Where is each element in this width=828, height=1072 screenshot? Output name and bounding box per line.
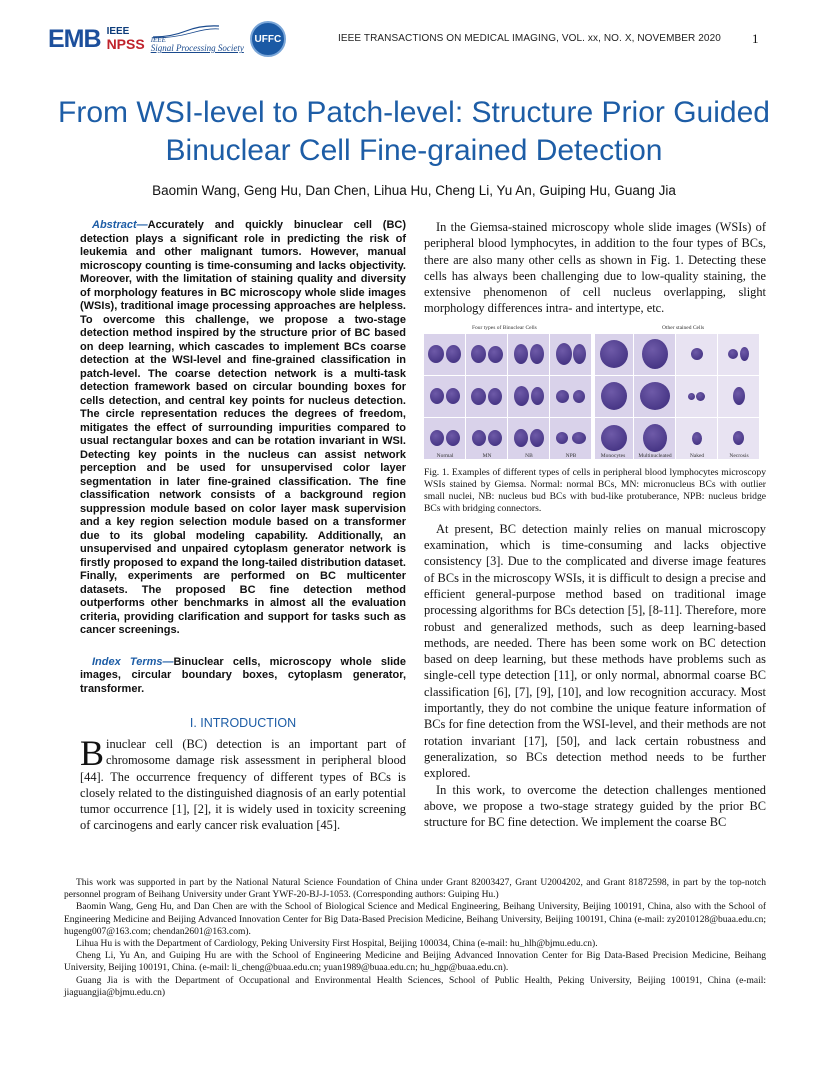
- intro-paragraph-1-text: inuclear cell (BC) detection is an important part of chromosome damage risk assessment in peripheral blood [44]. The occurrence frequency of different types of BCs is closely related to the distinguished diagnosis of an early potential tumor occurrence [1], [2], it is widely used in toxicity screening of carcinogens and early cancer risk evaluation [45].: [80, 737, 406, 833]
- cell-image: [595, 334, 633, 375]
- figure-label-normal: Normal: [436, 452, 454, 459]
- cell-image: [634, 376, 675, 417]
- ieee-logo-text: IEEE: [106, 26, 130, 37]
- sps-logo-name: Signal Processing Society: [150, 43, 244, 53]
- cell-image: [634, 334, 675, 375]
- figure-label-mn: MN: [482, 452, 492, 459]
- npss-logo-text: NPSS: [106, 36, 145, 52]
- cell-image: [466, 376, 507, 417]
- signal-processing-society-logo: [151, 25, 244, 53]
- intro-paragraph-3: At present, BC detection mainly relies on manual microscopy examination, which is time-consuming and lacks objective consistency [3]. Due to the complicated and diverse image features of BCs in the microscopy WSIs, it is difficult to design a precise and efficient general-purpose method based on traditional image processing algorithms for BCs detection [5], [8-11]. Therefore, more robust and generalized methods, such as deep learning-based methods, are needed. There has been some work on BC detection based on deep learning, but these methods have problems such as single-cell type detection [11], or only normal, abnormal coarse BC classification [6], [7], [9], [10], and low recognition accuracy. Most importantly, they do not combine the unique feature information of BCs for fine detection from the WSI-level, and their methods are not rotation invariant [17], [50], and lack certain robustness and generalization, so BCs detection method needs to be further explored.: [424, 521, 766, 781]
- abstract-text: Accurately and quickly binuclear cell (BC) detection plays a significant role in predicting the risk of leukemia and other malignant tumors. However, manual microscopy counting is time-consuming and lacks objectivity. Moreover, with the limitation of staining quality and diversity of morphology features in BC microscopy whole slide images (WSIs), traditional image processing approaches are helpless. To overcome this challenge, we propose a two-stage detection method inspired by the structure prior of BC based on deep learning, which cascades to implement BCs coarse detection at the WSI-level and fine-grained classification in patch-level. The coarse detection network is a multi-task detection framework based on circular bounding boxes for cells detection, and central key points for nucleus detection. The circle representation reduces the degrees of freedom, mitigates the effect of surrounding impurities compared to usual rectangular boxes and can be rotation invariant in WSI. Detecting key points in the nucleus can assist network perception and be used for unsupervised color layer segmentation in later fine-grained classification. The fine classification network consists of a background region suppression module based on color layer mask supervision and a key region selection module based on a transformer due to its global modeling capability. Additionally, an unsupervised and unpaired cytoplasm generator network is firstly proposed to expand the long-tailed distribution dataset. Finally, experiments are performed on BC multicenter datasets. The proposed BC fine detection method outperforms other benchmarks in almost all the evaluation criteria, providing clarification and support for tasks such as cancer screenings.: [80, 219, 406, 636]
- page-number: 1: [752, 31, 759, 46]
- index-terms-text: Binuclear cells, microscopy whole slide images, circular boundary boxes, cytoplasm generator, transformer.: [80, 655, 406, 695]
- figure-header-binuclear: Four types of Binuclear Cells: [472, 324, 537, 331]
- abstract-label: Abstract—: [92, 219, 148, 231]
- left-column: [80, 219, 406, 834]
- footnote-affiliation-2: Lihua Hu is with the Department of Cardiology, Peking University First Hospital, Beijing 100034, China (e-mail: hu_hlh@bjmu.edu.cn).: [76, 939, 598, 950]
- author-list: Baomin Wang, Geng Hu, Dan Chen, Lihua Hu, Cheng Li, Yu An, Guiping Hu, Guang Jia: [152, 183, 676, 198]
- figure-1-caption: Fig. 1. Examples of different types of cells in peripheral blood lymphocytes microscopy WSIs stained by Giemsa. Normal: normal BCs, MN: micronucleus BCs with outlier small nuclei, NB: nucleus bud BCs with bud-like protuberance, NPB: nucleus bridge BCs with bridging connectors.: [424, 466, 766, 514]
- intro-paragraph-2: In the Giemsa-stained microscopy whole slide images (WSIs) of peripheral blood lymphocytes, in addition to the four types of BCs, there are also many other cells as shown in Fig. 1. Detecting these cells has always been challenging due to low-quality staining, the extensive phenomenon of cell nucleus overlapping, slight morphology differences intra- and intertype, etc.: [424, 220, 766, 316]
- uffc-logo: UFFC: [250, 21, 286, 57]
- cell-image: [595, 376, 633, 417]
- figure-1: [424, 325, 766, 461]
- intro-paragraph-1: [80, 733, 406, 834]
- right-column: [424, 219, 766, 830]
- cell-image: [676, 334, 717, 375]
- cell-image: [466, 334, 507, 375]
- figure-label-necrosis: Necrosis: [729, 452, 749, 459]
- figure-label-npb: NPB: [565, 452, 577, 459]
- figure-label-multinucleated: Multinucleated: [638, 452, 672, 459]
- index-terms: [80, 656, 406, 697]
- cell-image: [676, 376, 717, 417]
- section-heading-introduction: I. INTRODUCTION: [189, 716, 297, 730]
- figure-label-nb: NB: [525, 452, 533, 459]
- intro-paragraph-4: In this work, to overcome the detection challenges mentioned above, we propose a two-stage strategy guided by the prior BC structure for BC fine detection. We implement the coarse BC: [424, 782, 766, 830]
- footnote-affiliation-1: Baomin Wang, Geng Hu, and Dan Chen are with the School of Biological Science and Medical Engineering, Beihang University, Beijing 100191, China, also with the School of Engineering Medicine and Beijing Advanced Innovation Center for Big Data-Based Precision Medicine, Beihang University, Beijing 100191, China (e-mail: zy2010128@buaa.edu.cn; hugeng007@163.com; chendan2601@163.com).: [64, 902, 766, 937]
- sps-logo-ieee: IEEE: [150, 36, 166, 44]
- cell-image: [424, 376, 465, 417]
- society-logos: [48, 18, 286, 60]
- figure-label-monocytes: Monocytes: [600, 452, 626, 459]
- cell-image: [718, 376, 759, 417]
- footnotes: [64, 877, 766, 999]
- paper-title: From WSI-level to Patch-level: Structure Prior Guided Binuclear Cell Fine-grained Detection: [58, 96, 770, 167]
- figure-label-naked: Naked: [689, 452, 705, 459]
- index-terms-label: Index Terms—: [92, 655, 174, 668]
- cell-image: [508, 334, 549, 375]
- cell-image: [508, 376, 549, 417]
- drop-cap: B: [80, 733, 105, 773]
- ieee-npss-logo: [107, 27, 145, 51]
- cell-image: [718, 334, 759, 375]
- footnote-affiliation-4: Guang Jia is with the Department of Occupational and Environmental Health Sciences, School of Public Health, Peking University, Beijing 100191, China (e-mail: jiaguangjia@bjmu.edu.cn): [64, 975, 766, 998]
- cell-image: [550, 376, 591, 417]
- figure-header-other: Other stained Cells: [662, 324, 705, 331]
- footnote-affiliation-3: Cheng Li, Yu An, and Guiping Hu are with the School of Engineering Medicine and Beijing Advanced Innovation Center for Big Data-Based Precision Medicine, Beihang University, Beijing 100191, China. (e-mail: li_cheng@buaa.edu.cn; yuan1989@buaa.edu.cn; hu_hgp@buaa.edu.cn).: [64, 951, 766, 974]
- cell-image: [424, 334, 465, 375]
- journal-header: IEEE TRANSACTIONS ON MEDICAL IMAGING, VOL. xx, NO. X, NOVEMBER 2020: [338, 33, 721, 44]
- abstract: [80, 219, 406, 638]
- emb-logo: EMB: [48, 24, 101, 53]
- cell-image-grid: [424, 334, 759, 459]
- footnote-funding: This work was supported in part by the National Natural Science Foundation of China under Grant 82003427, Grant U2004202, and Grant 81872598, in part by the top-notch personnel program of Beihang University under Grant YWF-20-BJ-J-1053. (Corresponding authors: Guiping Hu.): [64, 878, 766, 901]
- figure-column-labels: [424, 453, 766, 459]
- cell-image: [550, 334, 591, 375]
